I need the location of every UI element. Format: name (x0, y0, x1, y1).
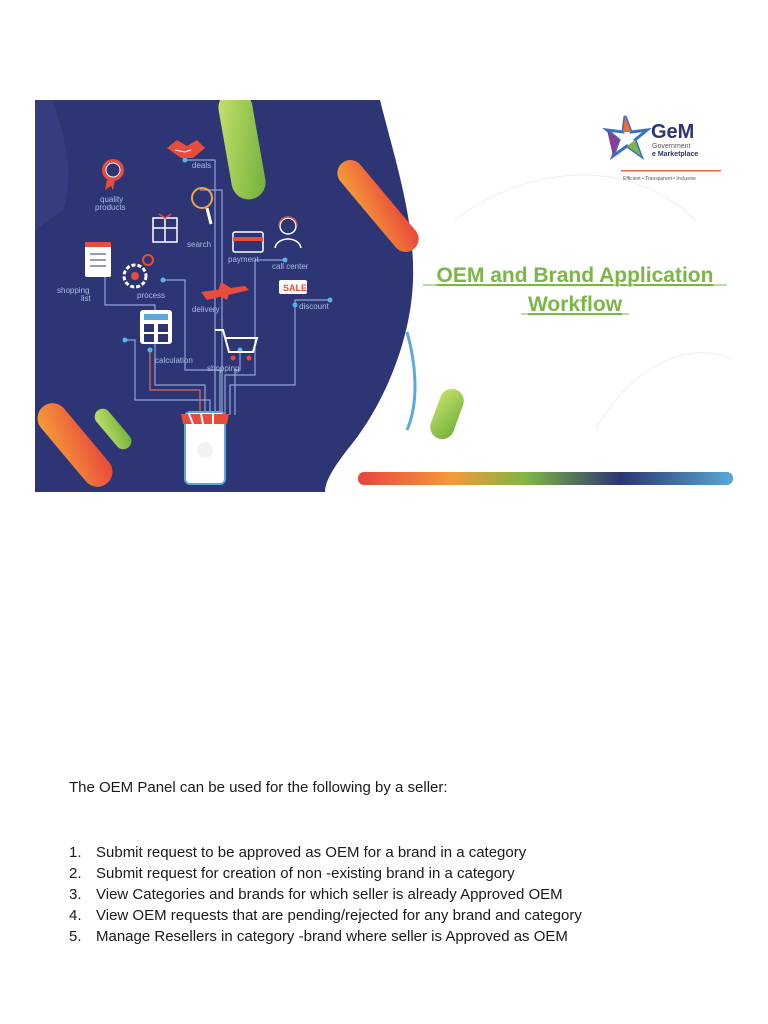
label-process: process (137, 291, 166, 300)
banner-illustration (35, 100, 733, 492)
label-call-center: call center (272, 262, 309, 271)
list-item-text: View Categories and brands for which seller is already Approved OEM (96, 886, 563, 903)
label-products: products (95, 203, 126, 212)
list-item (69, 842, 582, 863)
logo-name: GeM (651, 121, 695, 143)
list-item-number: 1. (69, 844, 82, 861)
label-search: search (187, 240, 212, 249)
list-item-number: 4. (69, 907, 82, 924)
banner-title-line1: OEM and Brand Application (436, 264, 714, 287)
label-list: list (81, 294, 91, 303)
logo-line2: e Marketplace (652, 151, 699, 158)
list-item (69, 863, 582, 884)
banner-title-line2: Workflow (527, 293, 623, 316)
list-item (69, 926, 582, 947)
list-item-text: Submit request for creation of non -existing brand in a category (96, 865, 515, 882)
label-discount: discount (299, 302, 329, 311)
mobile-shop-icon (181, 412, 229, 484)
sale-label: SALE (283, 283, 308, 293)
label-calculation: calculation (155, 356, 193, 365)
calculator-icon (140, 310, 172, 344)
label-shopping-bottom: shopping (207, 364, 240, 373)
intro-text: The OEM Panel can be used for the following by a seller: (69, 779, 448, 796)
list-item-text: Submit request to be approved as OEM for a brand in a category (96, 844, 527, 861)
label-delivery: delivery (192, 305, 220, 314)
logo-tagline: Efficient • Transparent • Inclusive (623, 176, 696, 182)
list-item-text: Manage Resellers in category -brand where seller is Approved as OEM (96, 928, 568, 945)
label-quality: quality (100, 195, 124, 204)
color-bar (358, 472, 733, 485)
shopping-list-icon (85, 242, 111, 277)
label-payment: payment (228, 255, 259, 264)
list-item-text: View OEM requests that are pending/rejected for any brand and category (96, 907, 582, 924)
list-item (69, 884, 582, 905)
gem-logo-icon (607, 116, 647, 156)
label-deals: deals (192, 161, 212, 170)
feature-list (69, 842, 582, 947)
list-item-number: 2. (69, 865, 82, 882)
list-item-number: 5. (69, 928, 82, 945)
label-shopping: shopping (57, 286, 90, 295)
logo-line1: Government (652, 143, 691, 150)
list-item (69, 905, 582, 926)
green-pill-right (427, 385, 467, 442)
banner-image (35, 100, 733, 492)
list-item-number: 3. (69, 886, 82, 903)
